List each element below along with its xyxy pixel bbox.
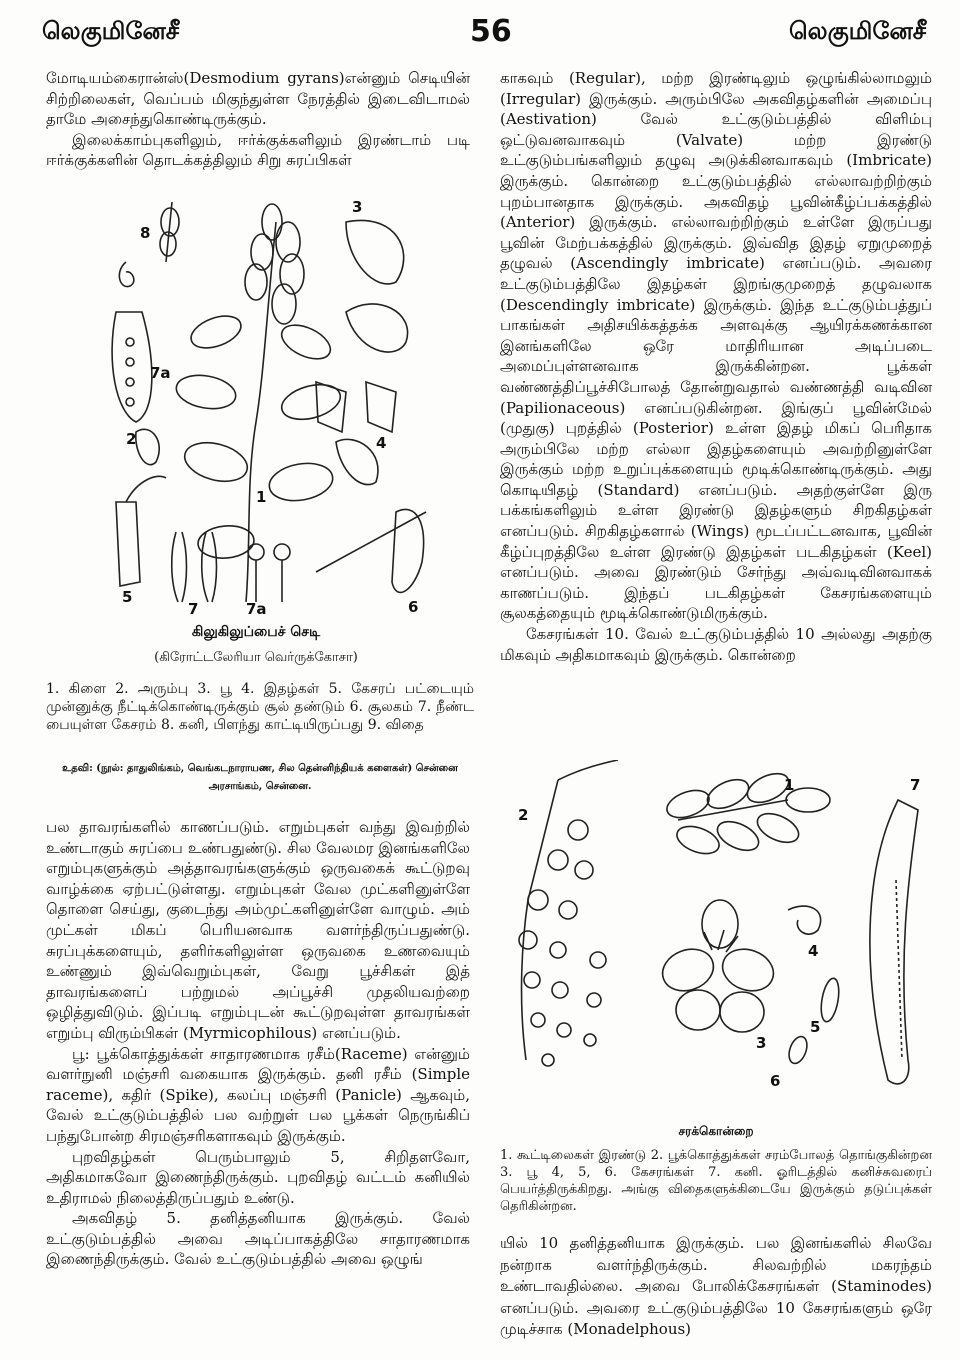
paragraph: பல தாவரங்களில் காணப்படும். எறும்புகள் வந்து இவற்றில் உண்டாகும் சுரப்பை உண்பதுண்டு. சில வேலமர இனங்களிலே எறும்புகளுக்கும் அத்தாவரங்களுக்கும் ஒருவகைக் கூட்டுறவு வாழ்க்கை ஏற்பட்டுள்ளது. எறும்புகள் வேல முட்களினுள்ளே தொளை செய்து, குடைந்து அம்முட்களினுள்ளே வாழும். அம் முட்கள் மிகப் பெரியனவாக வளர்ந்திருப்பதுண்டு. சுரப்புக்களையும், தளிர்களிலுள்ள ஒருவகை உணவையும் உண்ணும் இவ்வெறும்புகள், வேறு பூச்சிகள் இத் தாவரங்களைப் பற்றுமல் அப்பூச்சி முதலியவற்றை ஒழித்துவிடும். இப்படி எறும்புடன் கூட்டுறவுள்ள தாவரங்கள் எறும்பு விரும்பிகள் (Myrmicophilous) எனப்படும். [46,818,470,1042]
paragraph: அகவிதழ் 5. தனித்தனியாக இருக்கும். வேல் உட்குடும்பத்தில் அவை அடிப்பாகத்திலே சாதாரணமாக இணைந்திருக்கும். வேல் உட்குடும்பத்தில் அவை ஒழுங் [46,1209,470,1269]
cassia-fistula-illustration [498,760,932,1114]
page-number: 56 [470,14,512,49]
fig1-label: 5 [122,588,133,606]
paragraph: கேசரங்கள் 10. வேல் உட்குடும்பத்தில் 10 அல்லது அதற்கு மிகவும் அதிகமாகவும் இருக்கும். கொன்றை [500,625,932,664]
figure2-title: சரக்கொன்றை [678,1124,754,1138]
right-column-bottom [500,1233,932,1341]
fig2-label: 1 [784,776,795,794]
fig2-label: 4 [808,942,819,960]
left-column-bottom [46,817,470,1270]
raceme-flowers [519,820,606,1066]
paragraph: மோடியம்கைரான்ஸ்(Desmodium gyrans)என்னும் செடியின் சிற்றிலைகள், வெப்பம் மிகுந்துள்ள நேரத்தில் இடைவிடாமல் தாமே அசைந்துகொண்டிருக்கும். [46,69,470,129]
crotalaria-illustration [96,182,432,618]
fig1-label: 3 [352,198,363,216]
fig2-label: 6 [770,1072,781,1090]
running-header-left: லெகுமினேசீ [42,16,180,45]
fig2-label: 2 [518,806,529,824]
right-column-top [500,68,932,665]
fig1-label: 7a [150,364,171,382]
fig1-label: 6 [408,598,419,616]
figure2-legend: 1. கூட்டிலைகள் இரண்டு 2. பூக்கொத்துக்கள் சரம்போலத் தொங்குகின்றன 3. பூ 4, 5, 6. கேசரங்கள் 7. கனி. ஓரிடத்தில் கனிச்சுவரைப் பெயர்த்திருக்கிறது. அங்கு விதைகளுக்கிடையே இருக்கும் தடுப்புக்கள் தெரிகின்றன. [500,1148,932,1214]
fig2-label: 7 [910,776,921,794]
flower-3 [657,900,780,1032]
paragraph: இலைக்காம்புகளிலும், ஈர்க்குக்களிலும் இரண்டாம் படி ஈர்க்குக்களின் தொடக்கத்திலும் சிறு சுரப்பிகள் [46,130,470,170]
running-header-right: லெகுமினேசீ [788,16,926,45]
paragraph: புறவிதழ்கள் பெரும்பாலும் 5, சிறிதளவோ, அதிகமாகவோ இணைந்திருக்கும். புறவிதழ் வட்டம் கனியில் உதிராமல் நிலைத்திருப்பதும் உண்டு. [46,1147,470,1207]
figure1-credit: உதவி: (நூல்: தாதுலிங்கம், வெங்கடநாராயண, சில தென்னிந்தியக் களைகள்) சென்னை அரசாங்கம், சென்னை. [62,763,458,792]
fig1-label: 1 [256,488,267,506]
left-column-top [46,68,470,171]
figure1-legend: 1. கிளை 2. அரும்பு 3. பூ 4. இதழ்கள் 5. கேசரப் பட்டையும் முன்னுக்கு நீட்டிக்கொண்டிருக்கும் சூல் தண்டும் 6. சூலகம் 7. நீண்ட பையுள்ள கேசரம் 8. கனி, பிளந்து காட்டியிருப்பது 9. விதை [46,681,474,733]
raceme-flowers [245,204,304,324]
figure1-title: கிலுகிலுப்பைச் செடி [191,624,321,640]
fig1-label: 8 [140,224,151,242]
paragraph: காகவும் (Regular), மற்ற இரண்டிலும் ஒழுங்கில்லாமலும் (Irregular) இருக்கும். அரும்பிலே அகவிதழ்களின் அமைப்பு (Aestivation) வேல் உட்குடும்பத்தில் விளிம்பு ஒட்டுவனவாகவும் (Valvate) மற்ற இரண்டு உட்குடும்பங்களிலும் தழுவு அடுக்கினவாகவும் (Imbricate) இருக்கும். கொன்றை உட்குடும்பத்தில் எல்லாவற்றிற்கும் புறம்பானதாக இருக்கும். அகவிதழ் பூவின்கீழ்ப்பக்கத்தில் (Anterior) இருக்கும். எல்லாவற்றிற்கும் உள்ளே இருப்பது பூவின் மேற்பக்கத்தில் இருக்கும். இவ்வித இதழ் ஏறுமுறைத் தழுவல் (Ascendingly imbricate) எனப்படும். அவரை உட்குடும்பத்திலே இதழ்கள் இறங்குமுறைத் தழுவலாக (Descendingly imbricate) இருக்கும். இந்த உட்குடும்பத்துப் பாகங்கள் அதிசயிக்கத்தக்க அளவுக்கு ஆயிரக்கணக்கான இனங்களிலே ஒரே மாதிரியான அடிப்படை அமைப்புள்ளனவாக இருக்கின்றன. பூக்கள் வண்ணத்திப்பூச்சிபோலத் தோன்றுவதால் வண்ணத்தி வடிவின (Papilionaceous) எனப்படுகின்றன. இங்குப் பூவின்மேல் (முதுகு) புறத்தில் (Posterior) உள்ள இதழ் மிகப் பெரிதாக அரும்பிலே மற்ற எல்லா இதழ்களையும் அவற்றினுள்ளே இருக்கும் மற்ற உறுப்புக்களையும் மூடிக்கொண்டிருக்கும். அது கொடியிதழ் (Standard) எனப்படும். அதற்குள்ளே இரு பக்கங்களிலும் உள்ள இரண்டு இதழ்களும் சிறகிதழ்கள் எனப்படும். சிறகிதழ்களால் (Wings) மூடப்பட்டனவாக, பூவின் கீழ்ப்புறத்திலே உள்ள இரண்டு இதழ்கள் படகிதழ்கள் (Keel) எனப்படும். அவை இரண்டும் சேர்ந்து அவ்வடிவினவாகக் காணப்படும். இந்தப் படகிதழ்கள் கேசரங்களையும் சூலகத்தையும் மூடிக்கொண்டுமிருக்கும். [500,69,932,623]
fig1-label: 2 [126,430,137,448]
fig2-label: 5 [810,1018,821,1036]
paragraph: யில் 10 தனித்தனியாக இருக்கும். பல இனங்களில் சிலவே நன்றாக வளர்ந்திருக்கும். சிலவற்றில் மகரந்தம் உண்டாவதில்லை. அவை போலிக்கேசரங்கள் (Staminodes) எனப்படும். அவரை உட்குடும்பத்திலே 10 கேசரங்களும் ஒரே முடிச்சாக (Monadelphous) [500,1234,932,1338]
fig1-label: 7a [246,600,267,618]
leaves [174,310,344,560]
figure1-subtitle: (கிரோட்டலேரியா வெர்ருக்கோசா) [154,650,358,665]
fig2-label: 3 [756,1034,767,1052]
paragraph: பூ: பூக்கொத்துக்கள் சாதாரணமாக ரசீம்(Raceme) என்னும் வளர்நுனி மஞ்சரி வகையாக இருக்கும். தனி ரசீம் (Simple raceme), கதிர் (Spike), கலப்பு மஞ்சரி (Panicle) ஆகவும், வேல் உட்குடும்பத்தில் பல வற்றுள் பல பூக்கள் நெருங்கிப் பந்துபோன்ற சிரமஞ்சரிகளாகவும் இருக்கும். [46,1044,470,1145]
fig1-label: 7 [188,600,199,618]
fig1-label: 4 [376,434,387,452]
